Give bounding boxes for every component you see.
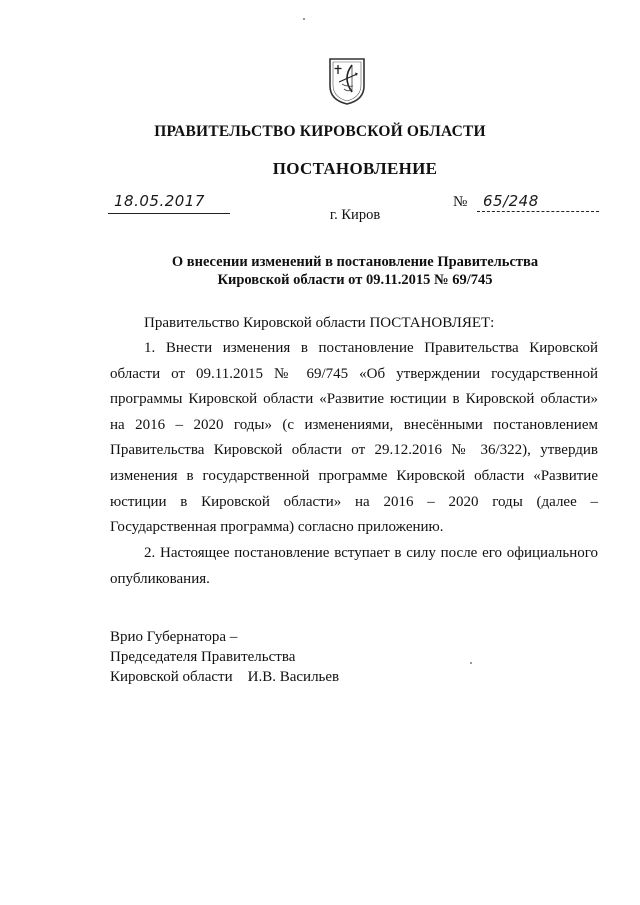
city-label: г. Киров	[329, 207, 381, 223]
document-number: 65/248	[483, 192, 539, 210]
government-title: ПРАВИТЕЛЬСТВО КИРОВСКОЙ ОБЛАСТИ	[154, 123, 486, 140]
preamble: Правительство Кировской области ПОСТАНОВЛЯЕТ:	[144, 315, 495, 331]
resolution-item-2: 2. Настоящее постановление вступает в силу после его официального опубликования.	[110, 545, 598, 587]
subject-line-2: Кировской области от 09.11.2015 № 69/745	[217, 272, 493, 288]
document-type-title: ПОСТАНОВЛЕНИЕ	[272, 159, 438, 178]
resolution-item-1: 1. Внести изменения в постановление Правительства Кировской области от 09.11.2015 № 69/745 «Об утверждении государственной программы Кировской области «Развитие юстиции в Кировской области» на 2016 – 2020 годы» (с изменениями, внесёнными постановлением Правительства Кировской области от 29.12.2016 № 36/322), утвердив изменения в государственной программе Кировской области «Развитие юстиции в Кировской области» на 2016 – 2020 годы (далее – Государственная программа) согласно приложению.	[110, 340, 598, 536]
kirov-oblast-coat-of-arms-icon	[327, 56, 367, 106]
signatory-name-line: Кировской области И.В. Васильев	[110, 669, 340, 685]
number-sign: №	[453, 194, 468, 210]
signatory-title-2: Председателя Правительства	[110, 649, 296, 665]
document-date: 18.05.2017	[114, 192, 205, 210]
scan-speck	[303, 18, 305, 20]
subject-line-1: О внесении изменений в постановление Правительства	[171, 254, 539, 270]
document-subject	[110, 253, 600, 289]
signature-block	[110, 627, 339, 687]
scan-speck	[470, 662, 472, 664]
signatory-title-1: Врио Губернатора –	[110, 629, 238, 645]
